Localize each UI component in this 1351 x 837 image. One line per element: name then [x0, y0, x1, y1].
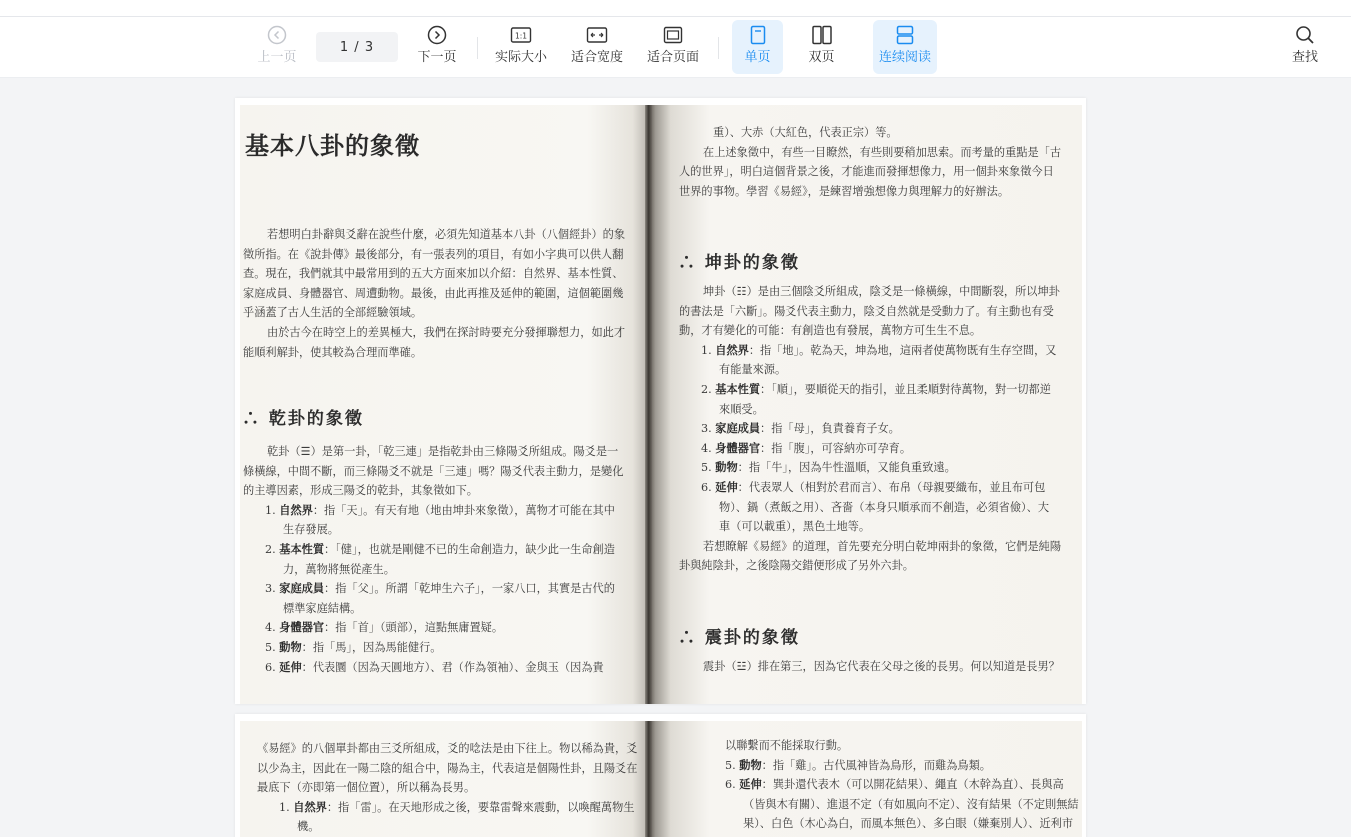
text-line: 在上述象徵中，有些一目瞭然，有些則要稍加思索。而考量的重點是「古: [703, 145, 1062, 159]
text-line: 家庭成員、身體器官、周遭動物。最後，由此再推及延伸的範圍，這個範圍幾: [243, 286, 624, 300]
fit-page-button[interactable]: [642, 20, 704, 74]
chevron-right-circle-icon: [427, 20, 447, 50]
double-page-button[interactable]: [796, 20, 847, 74]
list-item: 4. 身體器官：指「腹」，可容納亦可孕育。: [701, 440, 912, 455]
text-line: 的主導因素，形成三陽爻的乾卦，其象徵如下。: [243, 484, 478, 498]
continuous-reading-label: 连续阅读: [878, 50, 931, 65]
section-heading-kun: ∴ 坤卦的象徵: [678, 253, 800, 273]
double-page-icon: [811, 20, 833, 50]
page2-right-body: [703, 736, 1083, 834]
text-line: 乾卦（☰）是第一卦，「乾三連」是指乾卦由三條陽爻所組成。陽爻是一: [267, 445, 619, 458]
list-item: 1. 自然界：指「地」。乾為天，坤為地，這兩者使萬物既有生存空間，又: [701, 342, 1057, 357]
text-line: 重）、大赤（大紅色，代表正宗）等。: [713, 126, 898, 139]
text-line: 卦與純陰卦，之後陰陽交錯便形成了另外六卦。: [679, 559, 914, 573]
chevron-left-circle-icon: [267, 20, 287, 50]
qian-section-body: [243, 442, 643, 677]
svg-text:1:1: 1:1: [514, 31, 528, 41]
text-line: 人的世界」，明白這個背景之後，才能進而發揮想像力，用一個卦來象徵今日: [679, 165, 1054, 179]
next-page-button[interactable]: [412, 20, 462, 74]
list-item-continuation: 物）、鍋（煮飯之用）、吝嗇（本身只順承而不創造，必須省儉）、大: [719, 500, 1050, 514]
list-item-continuation: 車（可以載重），黑色土地等。: [719, 520, 871, 534]
list-item: 5. 動物：指「雞」。古代風神皆為鳥形，而雞為鳥類。: [725, 757, 991, 772]
list-item: 6. 延伸：代表圜（因為天圓地方）、君（作為領袖）、金與玉（因為貴: [265, 659, 604, 674]
continuous-reading-button[interactable]: [873, 20, 937, 74]
search-icon: [1295, 20, 1315, 50]
actual-size-label: 实际大小: [494, 50, 547, 65]
reader-toolbar: [0, 17, 1351, 78]
text-line: 徵所指。在《說卦傳》最後部分，有一張表列的項目，有如小字典可以供人翻: [243, 247, 624, 261]
continuous-reading-icon: [895, 20, 915, 50]
list-item: 5. 動物：指「馬」，因為馬能健行。: [265, 639, 442, 654]
list-item-continuation: 果）、白色（木心為白，而風本無色）、多白眼（嫌棄別人）、近利市: [743, 817, 1074, 831]
actual-size-icon: [510, 20, 532, 50]
list-item-continuation: 力，萬物將無從產生。: [283, 562, 395, 576]
document-viewport[interactable]: [0, 78, 1351, 837]
section-heading-qian: ∴ 乾卦的象徵: [242, 409, 364, 429]
kun-section-body: [679, 282, 1079, 576]
text-line: 乎涵蓋了古人生活的全部經驗領域。: [243, 306, 423, 320]
text-line: 坤卦（☷）是由三個陰爻所組成，陰爻是一條橫線，中間斷裂，所以坤卦: [703, 285, 1060, 298]
text-line: 能順利解卦，使其較為合理而準確。: [243, 345, 423, 359]
intro-paragraph: [243, 225, 643, 362]
pdf-page-1: [235, 98, 1086, 704]
section-heading-zhen: ∴ 震卦的象徵: [678, 628, 800, 648]
toolbar-divider: [718, 37, 719, 59]
single-page-icon: [749, 20, 767, 50]
list-item: 3. 家庭成員：指「父」。所謂「乾坤生六子」，一家八口，其實是古代的: [265, 581, 615, 596]
list-item: 5. 動物：指「牛」，因為牛性溫順，又能負重致遠。: [701, 460, 956, 475]
single-page-label: 单页: [744, 50, 771, 65]
right-top-paragraph: [679, 123, 1079, 201]
text-line: 若想明白卦辭與爻辭在說些什麼，必須先知道基本八卦（八個經卦）的象: [267, 228, 626, 241]
pdf-page-2: [235, 714, 1086, 837]
page2-left-body: [257, 739, 649, 837]
list-item: 2. 基本性質：「健」，也就是剛健不已的生命創造力，缺少此一生命創造: [265, 541, 615, 556]
list-item: 4. 身體器官：指「首」（頭部），這點無庸置疑。: [265, 620, 504, 635]
text-line: 動，才有變化的可能：有創造也有發展，萬物方可生生不息。: [679, 324, 982, 338]
text-line: 若想瞭解《易經》的道理，首先要充分明白乾坤兩卦的象徵，它們是純陽: [703, 539, 1062, 553]
book-spine-shadow: [645, 105, 652, 704]
text-line: 世界的事物。學習《易經》，是練習增強想像力與理解力的好辦法。: [679, 184, 1010, 198]
text-line: 最底下（亦即第一個位置），所以稱為長男。: [257, 781, 476, 795]
list-item-continuation: 生存發展。: [283, 523, 339, 537]
page-heading: 基本八卦的象徵: [245, 131, 420, 160]
list-item: 2. 基本性質：「順」，要順從天的指引，並且柔順對待萬物，對一切都逆: [701, 381, 1051, 396]
list-item-continuation: 機。: [297, 820, 320, 834]
search-button[interactable]: [1282, 20, 1328, 74]
list-item-continuation: （皆與木有關）、進退不定（有如風向不定）、沒有結果（不定則無結: [743, 797, 1079, 811]
zhen-section-body: [679, 657, 1079, 677]
page-number-input[interactable]: 1 / 3: [316, 32, 398, 62]
fit-page-label: 适合页面: [646, 50, 699, 65]
list-item-continuation: 標準家庭結構。: [283, 601, 362, 615]
list-item: 3. 家庭成員：指「母」，負責養育子女。: [701, 421, 900, 436]
text-line: 以聯繫而不能採取行動。: [725, 739, 849, 752]
next-page-label: 下一页: [417, 50, 457, 65]
prev-page-label: 上一页: [257, 50, 297, 65]
window-top-strip: [0, 0, 1351, 17]
list-item: 6. 延伸：代表眾人（相對於君而言）、布帛（母親要織布，並且布可包: [701, 479, 1046, 494]
prev-page-button[interactable]: [252, 20, 302, 74]
text-line: 由於古今在時空上的差異極大，我們在探討時要充分發揮聯想力，如此才: [267, 325, 626, 339]
text-line: 條橫線，中間不斷，而三條陽爻不就是「三連」嗎？陽爻代表主動力，是變化: [243, 464, 624, 478]
fit-width-button[interactable]: [566, 20, 628, 74]
text-line: 的書法是「六斷」。陽爻代表主動力，陰爻自然就是受動力了。有主動也有受: [679, 304, 1054, 318]
double-page-label: 双页: [808, 50, 835, 65]
toolbar-divider: [477, 37, 478, 59]
list-item-continuation: 有能量來源。: [719, 363, 787, 377]
list-item: 1. 自然界：指「天」。有天有地（地由坤卦來象徵），萬物才可能在其中: [265, 502, 615, 517]
list-item-continuation: 來順受。: [719, 402, 764, 416]
single-page-button[interactable]: [732, 20, 783, 74]
fit-width-label: 适合宽度: [570, 50, 623, 65]
fit-width-icon: [586, 20, 608, 50]
fit-page-icon: [662, 20, 684, 50]
actual-size-button[interactable]: [490, 20, 552, 74]
list-item: 1. 自然界：指「雷」。在天地形成之後，要靠雷聲來震動，以喚醒萬物生: [279, 799, 635, 814]
text-line: 震卦（☳）排在第三，因為它代表在父母之後的長男。何以知道是長男？: [703, 660, 1060, 673]
search-label: 查找: [1291, 50, 1318, 65]
text-line: 《易經》的八個單卦都由三爻所組成，爻的唸法是由下往上。物以稀為貴，爻: [257, 742, 638, 755]
list-item: 6. 延伸：巽卦還代表木（可以開花結果）、繩直（木幹為直）、長與高: [725, 777, 1064, 792]
text-line: 以少為主，因此在一陽二陰的組合中，陽為主，代表這是個陽性卦，且陽爻在: [257, 761, 638, 775]
text-line: 查。現在，我們就其中最常用到的五大方面來加以介紹：自然界、基本性質、: [243, 267, 624, 281]
